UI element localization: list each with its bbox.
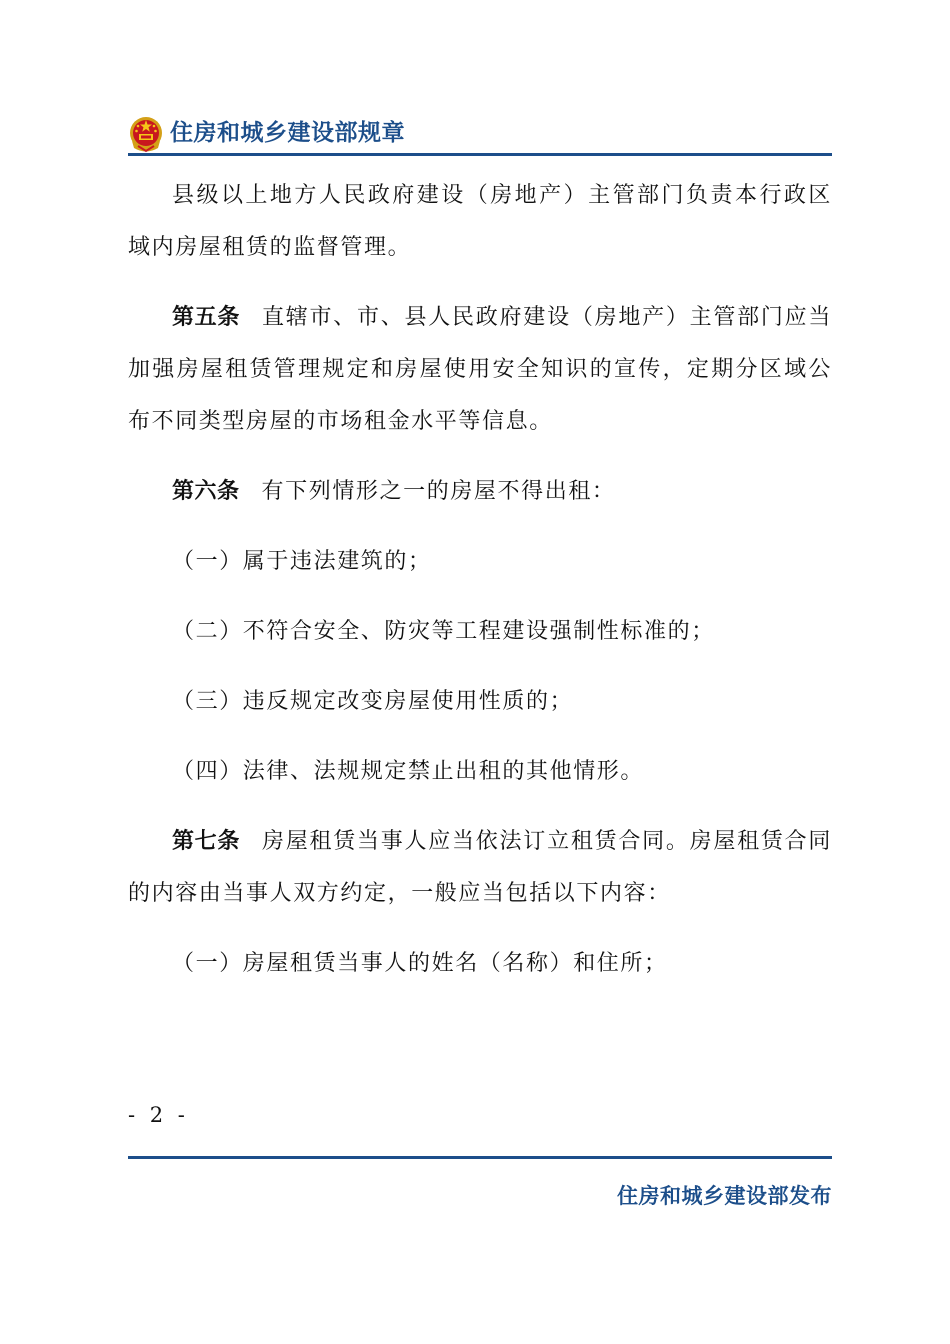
paragraph-text: 有下列情形之一的房屋不得出租： [261,479,616,504]
page-number: - 2 - [128,1103,189,1127]
paragraph-text: （二）不符合安全、防灾等工程建设强制性标准的； [172,619,715,644]
national-emblem-icon [128,115,164,153]
article-paragraph [128,816,832,920]
article-paragraph [128,466,832,518]
document-body [128,170,832,990]
paragraph-text: 直辖市、市、县人民政府建设（房地产）主管部门应当加强房屋租赁管理规定和房屋使用安全知识的宣传，定期分区域公布不同类型房屋的市场租金水平等信息。 [128,305,832,434]
article-number: 第七条 [172,829,240,854]
footer-publisher: 住房和城乡建设部发布 [617,1184,832,1208]
document-header [128,113,832,157]
list-item [128,938,832,990]
article-number: 第五条 [172,305,240,330]
list-item [128,536,832,588]
paragraph-text: （三）违反规定改变房屋使用性质的； [172,689,574,714]
paragraph-text: 房屋租赁当事人应当依法订立租赁合同。房屋租赁合同的内容由当事人双方约定，一般应当包括以下内容： [128,829,832,906]
header-title: 住房和城乡建设部规章 [170,120,405,146]
article-number: 第六条 [172,479,240,504]
paragraph [128,170,832,274]
paragraph-text: （四）法律、法规规定禁止出租的其他情形。 [172,759,645,784]
list-item [128,676,832,728]
list-item [128,606,832,658]
paragraph-text: 县级以上地方人民政府建设（房地产）主管部门负责本行政区域内房屋租赁的监督管理。 [128,183,832,260]
header-divider [128,153,832,156]
paragraph-text: （一）属于违法建筑的； [172,549,432,574]
paragraph-text: （一）房屋租赁当事人的姓名（名称）和住所； [172,951,668,976]
footer-divider [128,1156,832,1159]
article-paragraph [128,292,832,448]
list-item [128,746,832,798]
